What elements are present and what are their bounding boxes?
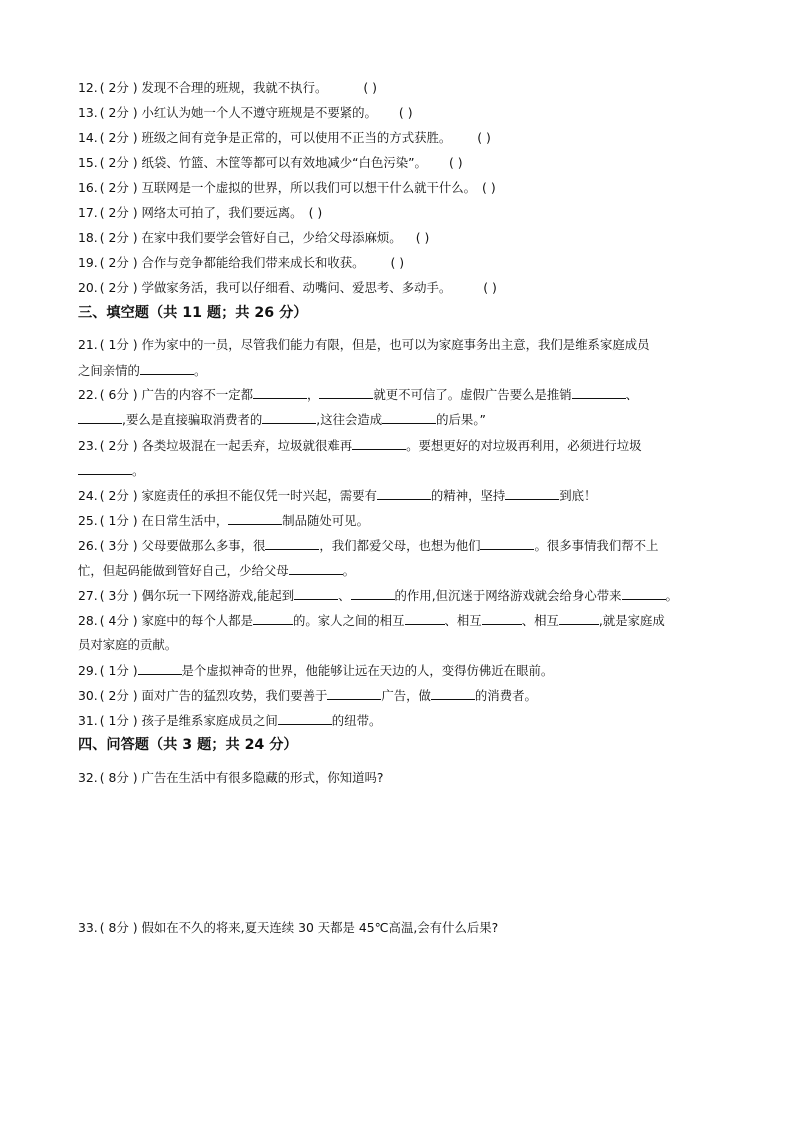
question-29: 29. ( 1分 ) 是个虚拟神奇的世界，他能够让远在天边的人，变得仿佛近在眼前。 [78,663,554,678]
question-19 [78,255,774,271]
question-text: 纸袋、竹篮、木筐等都可以有效地减少“白色污染”。 [141,155,427,170]
answer-parentheses[interactable]: ( ) [308,205,323,220]
question-16 [78,180,774,196]
question-score: ( 2分 ) [99,80,138,95]
question-score: ( 2分 ) [99,230,138,245]
answer-parentheses[interactable]: ( ) [415,230,430,245]
fill-blank[interactable] [382,411,436,424]
question-13 [78,105,774,121]
question-22: 22. ( 6分 ) 广告的内容不一定都 ， 就更不可信了。虚假广告要么是推销 、 [78,387,639,402]
fill-blank[interactable] [482,612,522,625]
fill-blank[interactable] [278,712,332,725]
fill-blank[interactable] [294,587,338,600]
question-number: 12. [78,80,98,95]
question-text: 发现不合理的班规，我就不执行。 [141,80,328,95]
question-21-cont: 之间亲情的 。 [78,363,207,378]
fill-blank[interactable] [78,462,132,475]
fill-blank[interactable] [140,362,194,375]
question-text: 学做家务活，我可以仔细看、动嘴问、爱思考、多动手。 [141,280,452,295]
question-score: ( 2分 ) [99,155,138,170]
question-number: 20. [78,280,98,295]
question-24: 24. ( 2分 ) 家庭责任的承担不能仅凭一时兴起，需要有 的精神，坚持 到底！ [78,488,597,503]
question-20 [78,280,774,296]
answer-parentheses[interactable]: ( ) [448,155,463,170]
question-33: 33. ( 8分 ) 假如在不久的将来,夏天连续 30 天都是 45℃高温,会有什么后果? [78,920,499,935]
question-text: 合作与竞争都能给我们带来成长和收获。 [141,255,365,270]
fill-blank[interactable] [431,687,475,700]
fill-blank[interactable] [327,687,381,700]
question-number: 16. [78,180,98,195]
question-28: 28. ( 4分 ) 家庭中的每个人都是 的。家人之间的相互 、相互 、相互 ,就是家庭成 [78,613,665,628]
question-22-cont: ,要么是直接骗取消费者的 ,这往会造成 的后果。” [78,411,774,428]
question-31: 31. ( 1分 ) 孩子是维系家庭成员之间 的纽带。 [78,713,382,728]
fill-blank[interactable] [78,411,122,424]
question-15 [78,155,774,171]
question-23-cont: 。 [78,462,774,479]
fill-blank[interactable] [622,587,666,600]
question-score: ( 2分 ) [99,205,138,220]
question-23: 23. ( 2分 ) 各类垃圾混在一起丢弃，垃圾就很难再 。要想更好的对垃圾再利用，必须进行垃圾 [78,438,642,453]
answer-parentheses[interactable]: ( ) [398,105,413,120]
question-number: 15. [78,155,98,170]
answer-parentheses[interactable]: ( ) [363,80,377,95]
section-heading-fill-in: 三、填空题（共 11 题；共 26 分） [78,305,308,321]
question-text: 互联网是一个虚拟的世界，所以我们可以想干什么就干什么。 [141,180,477,195]
fill-blank[interactable] [377,487,431,500]
fill-blank[interactable] [319,386,373,399]
question-18 [78,230,774,246]
question-number: 14. [78,130,98,145]
fill-blank[interactable] [228,512,282,525]
question-score: ( 2分 ) [99,255,138,270]
answer-parentheses[interactable]: ( ) [477,130,491,145]
fill-blank[interactable] [405,612,445,625]
fill-blank[interactable] [262,411,316,424]
question-12 [78,80,774,96]
answer-parentheses[interactable]: ( ) [390,255,405,270]
fill-blank[interactable] [505,487,559,500]
section-heading-short-answer: 四、问答题（共 3 题；共 24 分） [78,737,298,753]
question-text: 班级之间有竞争是正常的，可以使用不正当的方式获胜。 [141,130,452,145]
question-14 [78,130,774,146]
question-21: 21. ( 1分 ) 作为家中的一员，尽管我们能力有限，但是，也可以为家庭事务出主意，我们是维系家庭成员 [78,337,650,352]
answer-parentheses[interactable]: ( ) [482,180,496,195]
fill-blank[interactable] [289,562,343,575]
question-number: 13. [78,105,98,120]
question-number: 17. [78,205,98,220]
question-number: 18. [78,230,98,245]
fill-blank[interactable] [253,612,293,625]
question-27: 27. ( 3分 ) 偶尔玩一下网络游戏,能起到 、 的作用,但沉迷于网络游戏就会给身心带来 。 [78,588,678,603]
question-score: ( 2分 ) [99,180,138,195]
fill-blank[interactable] [138,662,182,675]
question-score: ( 2分 ) [99,130,138,145]
answer-parentheses[interactable]: ( ) [483,280,497,295]
fill-blank[interactable] [480,537,534,550]
fill-blank[interactable] [572,386,626,399]
fill-blank[interactable] [265,537,319,550]
question-text: 网络太可拍了，我们要远离。 [141,205,303,220]
fill-blank[interactable] [559,612,599,625]
question-score: ( 2分 ) [99,105,138,120]
question-text: 小红认为她一个人不遵守班规是不要紧的。 [141,105,377,120]
fill-blank[interactable] [253,386,307,399]
question-17 [78,205,774,221]
question-26-cont: 忙，但起码能做到管好自己，少给父母 。 [78,563,356,578]
question-25: 25. ( 1分 ) 在日常生活中， 制品随处可见。 [78,513,369,528]
question-32: 32. ( 8分 ) 广告在生活中有很多隐藏的形式，你知道吗? [78,770,384,785]
question-30: 30. ( 2分 ) 面对广告的猛烈攻势，我们要善于 广告，做 的消费者。 [78,688,537,703]
question-score: ( 2分 ) [99,280,138,295]
question-number: 19. [78,255,98,270]
question-text: 在家中我们要学会管好自己，少给父母添麻烦。 [141,230,402,245]
fill-blank[interactable] [352,437,406,450]
question-26: 26. ( 3分 ) 父母要做那么多事，很 ，我们都爱父母，也想为他们 。很多事情我们帮不上 [78,538,659,553]
question-28-cont: 员对家庭的贡献。 [78,637,178,652]
fill-blank[interactable] [351,587,395,600]
